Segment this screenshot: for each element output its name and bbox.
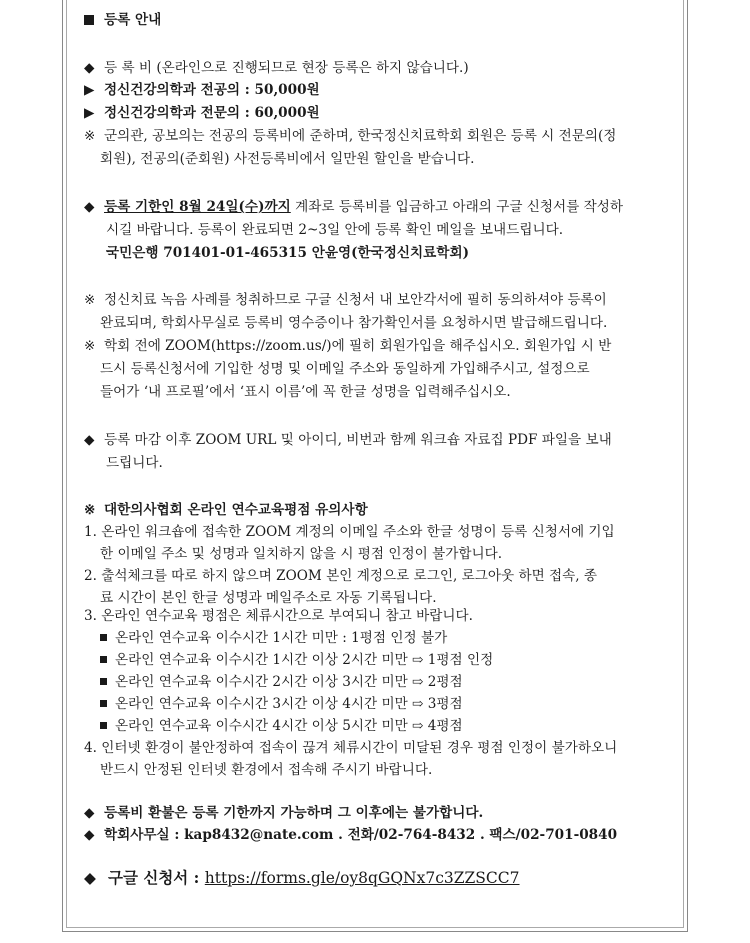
- reference-mark-icon: ※: [84, 292, 96, 308]
- zoom-note-line2: 드시 등록신청서에 기입한 성명 및 이메일 주소와 동일하게 가입해주시고, 설정으로: [100, 361, 590, 377]
- reference-mark-icon: ※: [84, 502, 96, 518]
- kma-item2-line2: 료 시간이 본인 한글 성명과 메일주소로 자동 기록됩니다.: [100, 590, 437, 606]
- deadline-line2: 시길 바랍니다. 등록이 완료되면 2~3일 안에 등록 확인 메일을 보내드립니다.: [106, 222, 564, 238]
- tier-item: 온라인 연수교육 이수시간 3시간 이상 4시간 미만 ⇨ 3평점: [100, 694, 463, 714]
- deadline-line1: ◆ 등록 기한인 8월 24일(수)까지 계좌로 등록비를 입금하고 아래의 구글 신청서를 작성하: [84, 199, 624, 215]
- security-note-line1: ※ 정신치료 녹음 사례를 청취하므로 구글 신청서 내 보안각서에 필히 동의하셔야 등록이: [84, 292, 607, 308]
- square-bullet-icon: [100, 678, 107, 685]
- fee-resident: ▶ 정신건강의학과 전공의 : 50,000원: [84, 82, 320, 98]
- fee-intro: ◆ 등 록 비 (온라인으로 진행되므로 현장 등록은 하지 않습니다.): [84, 60, 469, 76]
- kma-item1-line2: 한 이메일 주소 및 성명과 일치하지 않을 시 평점 인정이 불가합니다.: [100, 546, 503, 562]
- diamond-bullet-icon: ◆: [84, 868, 96, 887]
- after-deadline-line1: ◆ 등록 마감 이후 ZOOM URL 및 아이디, 비번과 함께 워크숍 자료집 PDF 파일을 보내: [84, 432, 612, 448]
- reference-mark-icon: ※: [84, 128, 96, 144]
- fee-note-line2: 회원), 전공의(준회원) 사전등록비에서 일만원 할인을 받습니다.: [100, 151, 475, 167]
- arrow-bullet-icon: ▶: [84, 105, 95, 121]
- square-bullet-icon: [100, 634, 107, 641]
- tier-item: 온라인 연수교육 이수시간 1시간 미만 : 1평점 인정 불가: [100, 628, 447, 648]
- bank-account: 국민은행 701401-01-465315 안윤영(한국정신치료학회): [106, 245, 470, 261]
- diamond-bullet-icon: ◆: [84, 827, 95, 843]
- kma-item2-line1: 2. 출석체크를 따로 하지 않으며 ZOOM 본인 계정으로 로그인, 로그아웃 하면 접속, 종: [84, 568, 598, 584]
- kma-item4-line1: 4. 인터넷 환경이 불안정하여 접속이 끊겨 체류시간이 미달된 경우 평점 인정이 불가하오니: [84, 740, 618, 756]
- kma-item4-line2: 반드시 안정된 인터넷 환경에서 접속해 주시기 바랍니다.: [100, 762, 433, 778]
- square-bullet-icon: [100, 656, 107, 663]
- tier-item: 온라인 연수교육 이수시간 1시간 이상 2시간 미만 ⇨ 1평점 인정: [100, 650, 493, 670]
- zoom-note-line1: ※ 학회 전에 ZOOM(https://zoom.us/)에 필히 회원가입을 해주십시오. 회원가입 시 반: [84, 338, 612, 354]
- kma-title: ※ 대한의사협회 온라인 연수교육평점 유의사항: [84, 502, 368, 518]
- diamond-bullet-icon: ◆: [84, 432, 95, 448]
- square-bullet-icon: [100, 700, 107, 707]
- diamond-bullet-icon: ◆: [84, 805, 95, 821]
- google-form-link[interactable]: https://forms.gle/oy8qGQNx7c3ZZSCC7: [204, 869, 520, 887]
- office-contact: ◆ 학회사무실 : kap8432@nate.com . 전화/02-764-8432 . 팩스/02-701-0840: [84, 827, 618, 843]
- security-note-line2: 완료되며, 학회사무실로 등록비 영수증이나 참가확인서를 요청하시면 발급해드립니다.: [100, 315, 608, 331]
- kma-item3: 3. 온라인 연수교육 평점은 체류시간으로 부여되니 참고 바랍니다.: [84, 608, 473, 624]
- square-bullet-icon: [84, 15, 94, 25]
- section-title: 등록 안내: [84, 10, 161, 30]
- zoom-note-line3: 들어가 ‘내 프로필’에서 ‘표시 이름’에 꼭 한글 성명을 입력해주십시오.: [100, 384, 511, 400]
- tier-item: 온라인 연수교육 이수시간 2시간 이상 3시간 미만 ⇨ 2평점: [100, 672, 463, 692]
- google-form: ◆ 구글 신청서 : https://forms.gle/oy8qGQNx7c3ZZSCC7: [84, 868, 520, 887]
- tier-item: 온라인 연수교육 이수시간 4시간 이상 5시간 미만 ⇨ 4평점: [100, 716, 463, 736]
- square-bullet-icon: [100, 722, 107, 729]
- refund-policy: ◆ 등록비 환불은 등록 기한까지 가능하며 그 이후에는 불가합니다.: [84, 805, 484, 821]
- diamond-bullet-icon: ◆: [84, 60, 95, 76]
- deadline-highlight: 등록 기한인 8월 24일(수)까지: [104, 199, 291, 215]
- fee-note-line1: ※ 군의관, 공보의는 전공의 등록비에 준하며, 한국정신치료학회 회원은 등록 시 전문의(정: [84, 128, 617, 144]
- after-deadline-line2: 드립니다.: [106, 455, 163, 471]
- arrow-bullet-icon: ▶: [84, 82, 95, 98]
- reference-mark-icon: ※: [84, 338, 96, 354]
- kma-item1-line1: 1. 온라인 워크숍에 접속한 ZOOM 계정의 이메일 주소와 한글 성명이 등록 신청서에 기입: [84, 524, 615, 540]
- fee-specialist: ▶ 정신건강의학과 전문의 : 60,000원: [84, 105, 320, 121]
- diamond-bullet-icon: ◆: [84, 199, 95, 215]
